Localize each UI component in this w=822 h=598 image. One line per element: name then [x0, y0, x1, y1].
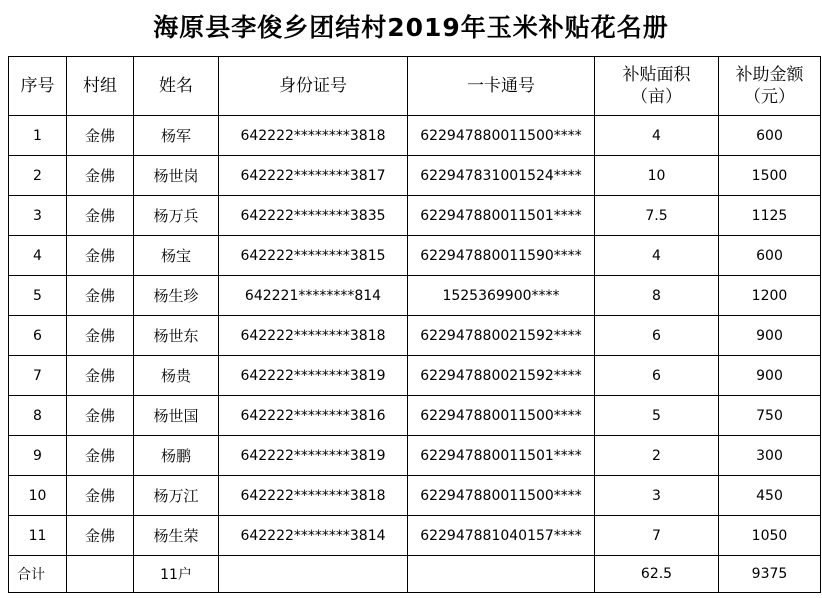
cell-index[interactable]: 5 [9, 276, 67, 316]
cell-amount[interactable]: 750 [719, 396, 821, 436]
cell-amount[interactable]: 1200 [719, 276, 821, 316]
header-index[interactable]: 序号 [9, 57, 67, 116]
cell-card-number[interactable]: 622947880011501**** [408, 196, 595, 236]
cell-amount[interactable]: 900 [719, 356, 821, 396]
cell-amount[interactable]: 1500 [719, 156, 821, 196]
cell-area[interactable]: 2 [595, 436, 719, 476]
cell-card-number[interactable]: 622947831001524**** [408, 156, 595, 196]
cell-id-number[interactable]: 642222********3835 [219, 196, 408, 236]
cell-area[interactable]: 4 [595, 236, 719, 276]
cell-index[interactable]: 2 [9, 156, 67, 196]
cell-name[interactable]: 杨军 [134, 116, 219, 156]
cell-id-number[interactable]: 642222********3814 [219, 516, 408, 556]
cell-area[interactable]: 5 [595, 396, 719, 436]
cell-id-number[interactable]: 642222********3818 [219, 316, 408, 356]
table-row [9, 476, 821, 516]
cell-id-number[interactable]: 642222********3816 [219, 396, 408, 436]
cell-id-number[interactable]: 642222********3819 [219, 356, 408, 396]
cell-card-number[interactable]: 622947880011590**** [408, 236, 595, 276]
cell-index[interactable]: 1 [9, 116, 67, 156]
table-row [9, 356, 821, 396]
cell-card-number[interactable]: 1525369900**** [408, 276, 595, 316]
cell-area[interactable]: 8 [595, 276, 719, 316]
cell-id-number[interactable]: 642222********3817 [219, 156, 408, 196]
cell-id-number[interactable]: 642222********3818 [219, 476, 408, 516]
cell-amount[interactable]: 600 [719, 236, 821, 276]
cell-amount[interactable]: 1050 [719, 516, 821, 556]
cell-name[interactable]: 杨鹏 [134, 436, 219, 476]
cell-name[interactable]: 杨贵 [134, 356, 219, 396]
cell-area[interactable]: 6 [595, 316, 719, 356]
cell-id-number[interactable]: 642222********3819 [219, 436, 408, 476]
cell-amount[interactable]: 600 [719, 116, 821, 156]
cell-name[interactable]: 杨世岗 [134, 156, 219, 196]
cell-group[interactable]: 金佛 [67, 396, 134, 436]
cell-name[interactable]: 杨宝 [134, 236, 219, 276]
cell-area[interactable]: 7.5 [595, 196, 719, 236]
cell-index[interactable]: 10 [9, 476, 67, 516]
total-row [9, 556, 821, 593]
total-label[interactable]: 合计 [9, 556, 67, 593]
cell-index[interactable]: 8 [9, 396, 67, 436]
cell-card-number[interactable]: 622947880011500**** [408, 396, 595, 436]
cell-card-number[interactable]: 622947881040157**** [408, 516, 595, 556]
cell-group[interactable]: 金佛 [67, 116, 134, 156]
table-row [9, 276, 821, 316]
header-area-label: 补贴面积 [622, 65, 691, 85]
header-row [9, 57, 821, 116]
cell-card-number[interactable]: 622947880011500**** [408, 476, 595, 516]
header-card-number[interactable]: 一卡通号 [408, 57, 595, 116]
cell-amount[interactable]: 450 [719, 476, 821, 516]
cell-group[interactable]: 金佛 [67, 156, 134, 196]
total-group-empty[interactable] [67, 556, 134, 593]
cell-name[interactable]: 杨万江 [134, 476, 219, 516]
cell-index[interactable]: 6 [9, 316, 67, 356]
cell-group[interactable]: 金佛 [67, 316, 134, 356]
total-amount[interactable]: 9375 [719, 556, 821, 593]
header-amount-label: 补助金额 [735, 65, 804, 85]
table-row [9, 116, 821, 156]
cell-group[interactable]: 金佛 [67, 196, 134, 236]
cell-group[interactable]: 金佛 [67, 516, 134, 556]
header-group[interactable]: 村组 [67, 57, 134, 116]
cell-name[interactable]: 杨世国 [134, 396, 219, 436]
cell-group[interactable]: 金佛 [67, 436, 134, 476]
header-id-number[interactable]: 身份证号 [219, 57, 408, 116]
table-row [9, 156, 821, 196]
cell-id-number[interactable]: 642221********814 [219, 276, 408, 316]
cell-area[interactable]: 4 [595, 116, 719, 156]
total-area[interactable]: 62.5 [595, 556, 719, 593]
cell-amount[interactable]: 300 [719, 436, 821, 476]
subsidy-roster-table [8, 56, 821, 593]
cell-id-number[interactable]: 642222********3818 [219, 116, 408, 156]
cell-group[interactable]: 金佛 [67, 276, 134, 316]
cell-card-number[interactable]: 622947880021592**** [408, 356, 595, 396]
cell-index[interactable]: 7 [9, 356, 67, 396]
header-area[interactable] [595, 57, 719, 116]
total-households[interactable]: 11户 [134, 556, 219, 593]
page-title: 海原县李俊乡团结村2019年玉米补贴花名册 [153, 13, 669, 42]
cell-name[interactable]: 杨世东 [134, 316, 219, 356]
cell-card-number[interactable]: 622947880011501**** [408, 436, 595, 476]
cell-index[interactable]: 9 [9, 436, 67, 476]
total-id-empty[interactable] [219, 556, 408, 593]
cell-group[interactable]: 金佛 [67, 356, 134, 396]
table-row [9, 316, 821, 356]
total-card-empty[interactable] [408, 556, 595, 593]
table-row [9, 396, 821, 436]
cell-name[interactable]: 杨万兵 [134, 196, 219, 236]
table-row [9, 436, 821, 476]
cell-name[interactable]: 杨生荣 [134, 516, 219, 556]
cell-area[interactable]: 6 [595, 356, 719, 396]
cell-area[interactable]: 7 [595, 516, 719, 556]
cell-group[interactable]: 金佛 [67, 236, 134, 276]
cell-index[interactable]: 11 [9, 516, 67, 556]
header-amount-unit: （元） [744, 87, 795, 107]
cell-amount[interactable]: 1125 [719, 196, 821, 236]
table-row [9, 196, 821, 236]
cell-index[interactable]: 3 [9, 196, 67, 236]
header-area-unit: （亩） [631, 87, 682, 107]
header-amount[interactable] [719, 57, 821, 116]
cell-name[interactable]: 杨生珍 [134, 276, 219, 316]
cell-area[interactable]: 10 [595, 156, 719, 196]
cell-index[interactable]: 4 [9, 236, 67, 276]
cell-area[interactable]: 3 [595, 476, 719, 516]
cell-card-number[interactable]: 622947880021592**** [408, 316, 595, 356]
cell-card-number[interactable]: 622947880011500**** [408, 116, 595, 156]
table-row [9, 516, 821, 556]
cell-group[interactable]: 金佛 [67, 476, 134, 516]
header-name[interactable]: 姓名 [134, 57, 219, 116]
table-row [9, 236, 821, 276]
cell-amount[interactable]: 900 [719, 316, 821, 356]
cell-id-number[interactable]: 642222********3815 [219, 236, 408, 276]
